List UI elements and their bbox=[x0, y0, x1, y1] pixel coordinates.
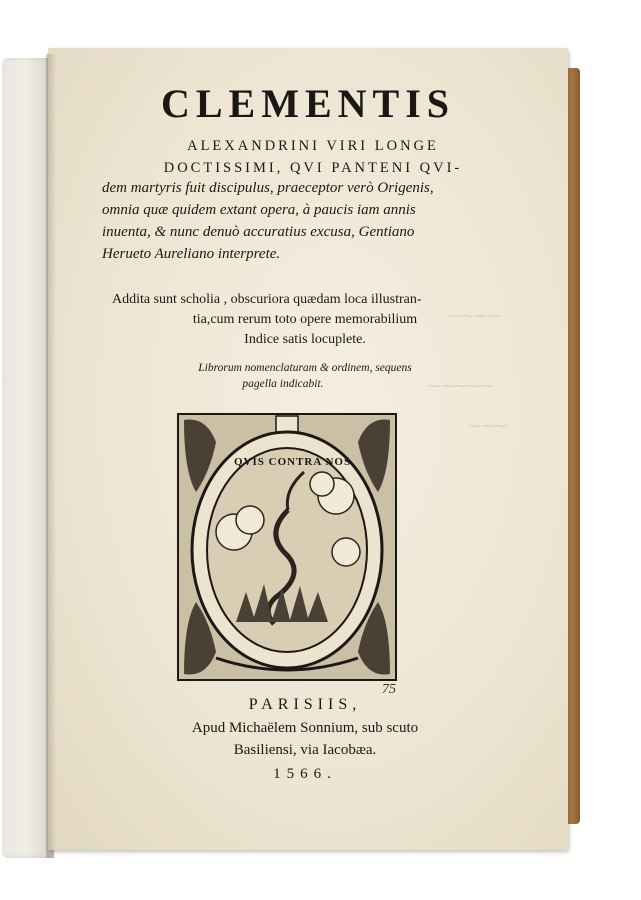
imprint-publisher: Apud Michaëlem Sonnium, sub scuto bbox=[191, 720, 419, 736]
title-line: omnia quæ quidem extant opera, à paucis iam annis bbox=[102, 202, 416, 218]
printers-device-image bbox=[176, 412, 398, 682]
page-title: CLEMENTIS bbox=[160, 81, 456, 126]
show-through: ⁓⁓⁓⁓⁓ bbox=[428, 378, 493, 393]
spine-shadow bbox=[46, 54, 56, 858]
title-line: Herueto Aureliano interprete. bbox=[102, 246, 281, 262]
handwritten-number: 75 bbox=[382, 682, 396, 697]
leather-cover-edge bbox=[568, 68, 580, 824]
show-through: ⁓⁓⁓⁓ bbox=[448, 308, 500, 323]
title-line: ALEXANDRINI VIRI LONGE bbox=[187, 138, 439, 154]
printers-device-woodcut bbox=[176, 412, 398, 682]
scholia-line: Addita sunt scholia , obscuriora quædam loca illustran- bbox=[112, 292, 422, 307]
book bbox=[2, 40, 580, 858]
imprint-city: PARISIIS, bbox=[248, 696, 362, 713]
contents-note: Librorum nomenclaturam & ordinem, sequens bbox=[198, 362, 412, 374]
device-motto: QVIS CONTRA NOS bbox=[234, 456, 352, 468]
scholia-line: Indice satis locuplete. bbox=[244, 332, 366, 347]
contents-note: pagella indicabit. bbox=[242, 378, 324, 390]
imprint-address: Basiliensi, via Iacobæa. bbox=[233, 742, 377, 758]
show-through: ⁓⁓⁓ bbox=[468, 418, 507, 433]
scholia-line: tia,cum rerum toto opere memorabilium bbox=[192, 312, 418, 327]
title-line: dem martyris fuit discipulus, praeceptor verò Origenis, bbox=[102, 180, 434, 196]
title-page bbox=[48, 48, 568, 850]
title-line: DOCTISSIMI, QVI PANTENI QVI- bbox=[163, 160, 463, 176]
title-line: inuenta, & nunc denuò accuratius excusa, Gentiano bbox=[102, 224, 415, 240]
imprint-year: 1566. bbox=[273, 766, 337, 782]
